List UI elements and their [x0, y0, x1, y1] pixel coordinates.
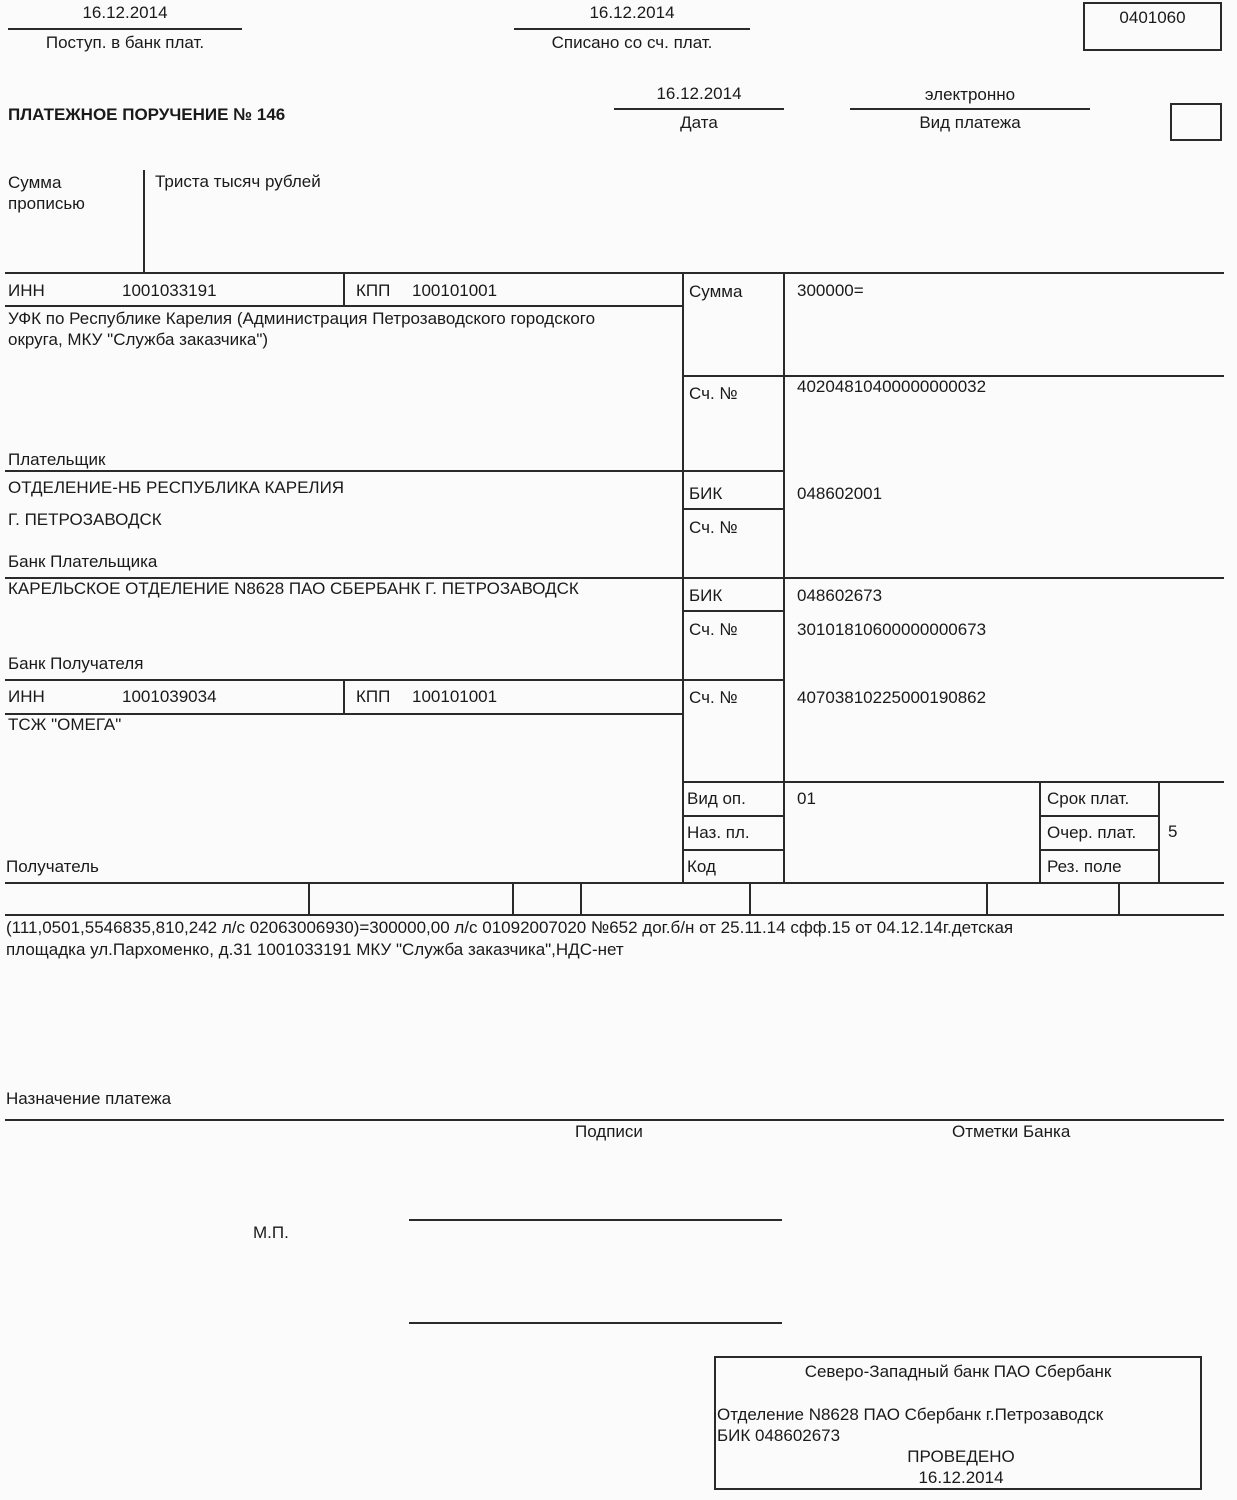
payee-account: 40703810225000190862 [797, 688, 987, 707]
debited-date-underline [514, 28, 750, 30]
purpose-line1: (111,0501,5546835,810,242 л/с 02063006930)=300000,00 л/с 01092007020 №652 дог.б/н от 25.11.14 сфф.15 от 04.12.14г.детская [6, 918, 1014, 937]
payee-bank-label: Банк Получателя [8, 654, 144, 673]
tax-cell-divider-6 [1118, 882, 1120, 914]
payer-inn: 1001033191 [122, 281, 217, 300]
tax-cell-divider-4 [749, 882, 751, 914]
bank-stamp-line2: Отделение N8628 ПАО Сбербанк г.Петрозаводск [717, 1405, 1104, 1424]
debited-date-label: Списано со сч. плат. [551, 33, 713, 52]
tax-cell-divider-5 [986, 882, 988, 914]
purpose-bottom-line [5, 1119, 1224, 1121]
operation-line-2-right [1039, 849, 1159, 851]
form-code-box [1083, 2, 1222, 51]
bank-stamp-line1: Северо-Западный банк ПАО Сбербанк [804, 1362, 1112, 1381]
payee-kpp-label: КПП [356, 687, 391, 706]
payment-type: электронно [924, 85, 1016, 104]
code-label: Код [687, 857, 716, 876]
payer-bank-bik-label: БИК [689, 484, 723, 503]
bank-stamp-line3: БИК 048602673 [717, 1426, 841, 1445]
payee-bank-account-label: Сч. № [689, 620, 738, 639]
form-code: 0401060 [1119, 8, 1186, 27]
payer-bank-name-line2: Г. ПЕТРОЗАВОДСК [8, 510, 162, 529]
payee-bank-account: 30101810600000000673 [797, 620, 987, 639]
payer-inn-row-line [5, 305, 682, 307]
amount-words-label-line2: прописью [8, 194, 85, 213]
payer-bank-bik: 048602001 [797, 484, 883, 503]
payee-bank-bik: 048602673 [797, 586, 883, 605]
payment-term-label: Срок плат. [1047, 789, 1130, 808]
payee-name: ТСЖ "ОМЕГА" [8, 715, 122, 734]
tax-cell-divider-2 [512, 882, 514, 914]
payer-bank-label: Банк Плательщика [8, 552, 158, 571]
bank-stamp [714, 1356, 1202, 1490]
tax-cell-divider-3 [580, 882, 582, 914]
payer-inn-kpp-divider [343, 272, 345, 305]
amount-value: 300000= [797, 281, 864, 300]
signatures-label: Подписи [575, 1122, 643, 1141]
received-date-underline [8, 28, 242, 30]
payment-priority-label: Очер. плат. [1047, 823, 1137, 842]
operation-top-line [683, 781, 1224, 783]
purpose-line2: площадка ул.Пархоменко, д.31 1001033191 МКУ "Служба заказчика",НДС-нет [6, 940, 624, 959]
signature-line-1 [409, 1219, 782, 1221]
payer-account: 40204810400000000032 [797, 377, 987, 396]
document-date-underline [614, 108, 784, 110]
payer-kpp-label: КПП [356, 281, 391, 300]
payment-type-label: Вид платежа [919, 113, 1021, 132]
payer-inn-label: ИНН [8, 281, 45, 300]
payee-bank-section-line [5, 679, 783, 681]
payment-type-underline [850, 108, 1090, 110]
payer-bank-account-label: Сч. № [689, 518, 738, 537]
operation-type-value: 01 [797, 789, 816, 808]
operation-line-1-left [683, 815, 783, 817]
payee-inn: 1001039034 [122, 687, 217, 706]
bank-marks-label: Отметки Банка [952, 1122, 1071, 1141]
amount-label: Сумма [689, 282, 743, 301]
payee-inn-label: ИНН [8, 687, 45, 706]
purpose-label: Назначение платежа [6, 1089, 172, 1108]
payer-account-label: Сч. № [689, 384, 738, 403]
payee-bank-bik-line [683, 610, 783, 612]
operation-line-1-right [1039, 815, 1159, 817]
amount-words-divider [143, 170, 145, 273]
debited-date: 16.12.2014 [589, 3, 675, 22]
amount-words-label-line1: Сумма [8, 173, 62, 192]
payee-label: Получатель [6, 857, 99, 876]
operation-col-right-a [1039, 781, 1041, 882]
payment-priority-value: 5 [1168, 822, 1178, 841]
payer-name-line1: УФК по Республике Карелия (Администрация Петрозаводского городского [8, 309, 596, 328]
payment-purpose-code-label: Наз. пл. [687, 823, 750, 842]
payer-label: Плательщик [8, 450, 106, 469]
status-code-box [1170, 103, 1222, 141]
payee-account-label: Сч. № [689, 688, 738, 707]
payer-section-line [5, 470, 783, 472]
bank-stamp-date: 16.12.2014 [918, 1468, 1004, 1487]
stamp-place: М.П. [253, 1223, 289, 1242]
payee-bank-bik-label: БИК [689, 586, 723, 605]
bank-stamp-status: ПРОВЕДЕНО [907, 1447, 1015, 1466]
operation-col-right-b [1158, 781, 1160, 882]
operation-line-2-left [683, 849, 783, 851]
grid-line-top [5, 272, 1224, 274]
payee-bank-name: КАРЕЛЬСКОЕ ОТДЕЛЕНИЕ N8628 ПАО СБЕРБАНК Г. ПЕТРОЗАВОДСК [8, 579, 579, 598]
payer-bank-bik-line [683, 508, 783, 510]
received-date-label: Поступ. в банк плат. [45, 33, 205, 52]
tax-row-bottom-line [5, 914, 1224, 916]
payer-kpp: 100101001 [412, 281, 498, 300]
payer-bank-name-line1: ОТДЕЛЕНИЕ-НБ РЕСПУБЛИКА КАРЕЛИЯ [8, 478, 345, 497]
operation-type-label: Вид оп. [687, 789, 746, 808]
document-date: 16.12.2014 [656, 84, 742, 103]
tax-cell-divider-1 [308, 882, 310, 914]
received-date: 16.12.2014 [82, 3, 168, 22]
payee-kpp: 100101001 [412, 687, 498, 706]
payee-inn-kpp-divider [343, 679, 345, 713]
reserve-field-label: Рез. поле [1047, 857, 1122, 876]
document-date-label: Дата [680, 113, 718, 132]
amount-words-value: Триста тысяч рублей [155, 172, 321, 191]
document-title: ПЛАТЕЖНОЕ ПОРУЧЕНИЕ № 146 [8, 105, 286, 124]
tax-row-top-line [5, 882, 1224, 884]
payer-name-line2: округа, МКУ "Служба заказчика") [8, 330, 269, 349]
signature-line-2 [409, 1322, 782, 1324]
